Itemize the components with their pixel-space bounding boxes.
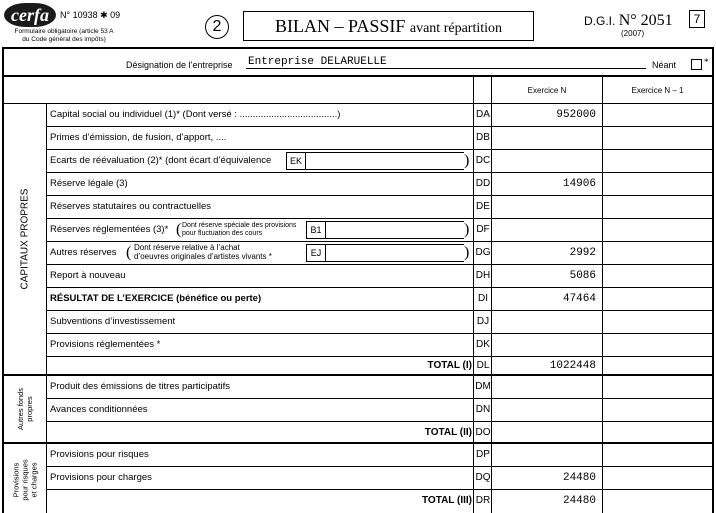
row-label: Provisions réglementées *	[50, 339, 161, 350]
section-capitaux-propres-label: CAPITAUX PROPRES	[19, 188, 31, 290]
row-label: Autres réserves	[50, 247, 117, 258]
row-code: DK	[476, 339, 490, 350]
row-label: Avances conditionnées	[50, 404, 148, 415]
row-dg	[46, 242, 712, 265]
legal-note-line2: du Code général des impôts)	[22, 36, 106, 43]
row-label: Provisions pour charges	[50, 472, 152, 483]
legal-note-line1: Formulaire obligatoire (article 53 A	[14, 28, 114, 35]
value-n-field[interactable]: 24480	[562, 495, 596, 507]
close-paren: )	[464, 244, 470, 261]
row-code: DM	[475, 381, 491, 392]
form-number: N° 10938 ✱ 09	[60, 10, 121, 20]
row-de	[46, 196, 712, 219]
code-box-ek: EK	[286, 152, 306, 170]
row-code: DN	[475, 404, 491, 415]
row-dj	[46, 311, 712, 334]
code-box-b1: B1	[306, 221, 326, 239]
section-capitaux-propres	[4, 104, 46, 376]
header-exercice-n: Exercice N	[492, 77, 602, 104]
total-label: TOTAL (III)	[422, 495, 472, 506]
note-line1: Dont réserve spéciale des provisions	[182, 222, 297, 229]
close-paren: )	[464, 221, 470, 238]
row-dm	[46, 376, 712, 399]
row-label: RÉSULTAT DE L’EXERCICE (bénéfice ou perte)	[50, 293, 262, 304]
row-code: DO	[475, 427, 491, 438]
close-paren: )	[464, 152, 470, 169]
row-dh	[46, 265, 712, 288]
row-code: DG	[475, 247, 491, 258]
value-n-field[interactable]: 24480	[562, 472, 596, 484]
row-code: DC	[475, 155, 491, 166]
section-provisions-label	[12, 459, 39, 500]
row-da	[46, 104, 712, 127]
row-code: DB	[476, 132, 490, 143]
row-dq	[46, 467, 712, 490]
row-label: Primes d’émission, de fusion, d’apport, ....	[50, 132, 227, 143]
dgi-page-box: 7	[689, 10, 705, 28]
open-paren: (	[126, 244, 132, 261]
value-n-field[interactable]: 952000	[556, 109, 596, 121]
section-autres-fonds-label	[16, 388, 34, 430]
row-dc	[46, 150, 712, 173]
row-code: DH	[475, 270, 491, 281]
row-code: DQ	[475, 472, 491, 483]
row-label: Produit des émissions de titres participatifs	[50, 381, 231, 392]
ek-field[interactable]	[306, 152, 464, 170]
row-df	[46, 219, 712, 242]
row-dd	[46, 173, 712, 196]
value-n-field[interactable]: 5086	[569, 270, 596, 282]
row-dl-total	[46, 357, 712, 376]
designation-row	[4, 49, 712, 77]
row-label: Report à nouveau	[50, 270, 126, 281]
provisions-line1: Provisions	[11, 462, 21, 497]
row-code: DD	[475, 178, 491, 189]
designation-label: Désignation de l’entreprise	[126, 60, 233, 70]
neant-label: Néant	[652, 60, 677, 70]
value-n-field[interactable]: 1022448	[549, 360, 596, 372]
title-sub: avant répartition	[409, 21, 503, 36]
b1-field[interactable]	[326, 221, 464, 239]
row-dk	[46, 334, 712, 357]
note-line2: d’oeuvres originales d’artistes vivants *	[134, 252, 272, 261]
row-code: DA	[476, 109, 490, 120]
value-n-field[interactable]: 14906	[562, 178, 596, 190]
row-label: Ecarts de réévaluation (2)* (dont écart d’équivalence	[50, 155, 272, 166]
form-title	[243, 11, 534, 41]
header-exercice-n1: Exercice N – 1	[603, 77, 712, 104]
row-db	[46, 127, 712, 150]
dgi-number: N° 2051	[618, 12, 673, 29]
neant-checkbox[interactable]	[691, 59, 702, 70]
row-code: DE	[476, 201, 490, 212]
row-label: Réserves réglementées (3)*	[50, 224, 169, 235]
note-line2: pour fluctuation des cours	[182, 230, 263, 237]
note-line1: Dont réserve relative à l’achat	[134, 243, 240, 252]
open-paren: (	[176, 221, 182, 238]
row-code: DF	[476, 224, 490, 235]
code-box-ej: EJ	[306, 244, 326, 262]
dgi-reference	[584, 12, 673, 30]
form-frame	[2, 47, 714, 513]
dgi-label: D.G.I.	[584, 14, 616, 28]
section-provisions	[4, 444, 46, 513]
row-dr-total	[46, 490, 712, 513]
row-code: DJ	[476, 316, 490, 327]
row-do-total	[46, 422, 712, 444]
neant-star: *	[704, 57, 709, 67]
row-code: DL	[476, 360, 490, 371]
total-label: TOTAL (II)	[424, 427, 472, 438]
section-autres-fonds	[4, 376, 46, 444]
row-label: Réserves statutaires ou contractuelles	[50, 201, 212, 212]
row-code: DI	[478, 293, 488, 304]
value-n-field[interactable]: 47464	[562, 293, 596, 305]
designation-field[interactable]: Entreprise DELARUELLE	[246, 56, 646, 69]
value-n-field[interactable]: 2992	[569, 247, 596, 259]
row-code: DP	[476, 449, 490, 460]
page-number-circle: 2	[205, 15, 229, 39]
cerfa-logo: cerfa	[4, 3, 56, 27]
row-code: DR	[475, 495, 491, 506]
autres-fonds-line2: propres	[25, 396, 34, 422]
title-main: BILAN – PASSIF	[274, 16, 406, 36]
provisions-line3: et charges	[29, 461, 39, 498]
row-label: Capital social ou individuel (1)* (Dont versé : .....................................)	[50, 109, 341, 120]
row-label: Provisions pour risques	[50, 449, 149, 460]
legal-note	[4, 28, 124, 44]
row-dn	[46, 399, 712, 422]
row-label: Subventions d’investissement	[50, 316, 176, 327]
row-label: Réserve légale (3)	[50, 178, 128, 189]
total-label: TOTAL (I)	[427, 360, 472, 371]
autres-fonds-line1: Autres fonds	[16, 387, 25, 431]
row-dp	[46, 444, 712, 467]
provisions-line2: pour risques	[20, 458, 30, 501]
form-year: (2007)	[621, 29, 645, 38]
header-blank	[4, 77, 492, 104]
ej-field[interactable]	[326, 244, 464, 262]
row-di	[46, 288, 712, 311]
